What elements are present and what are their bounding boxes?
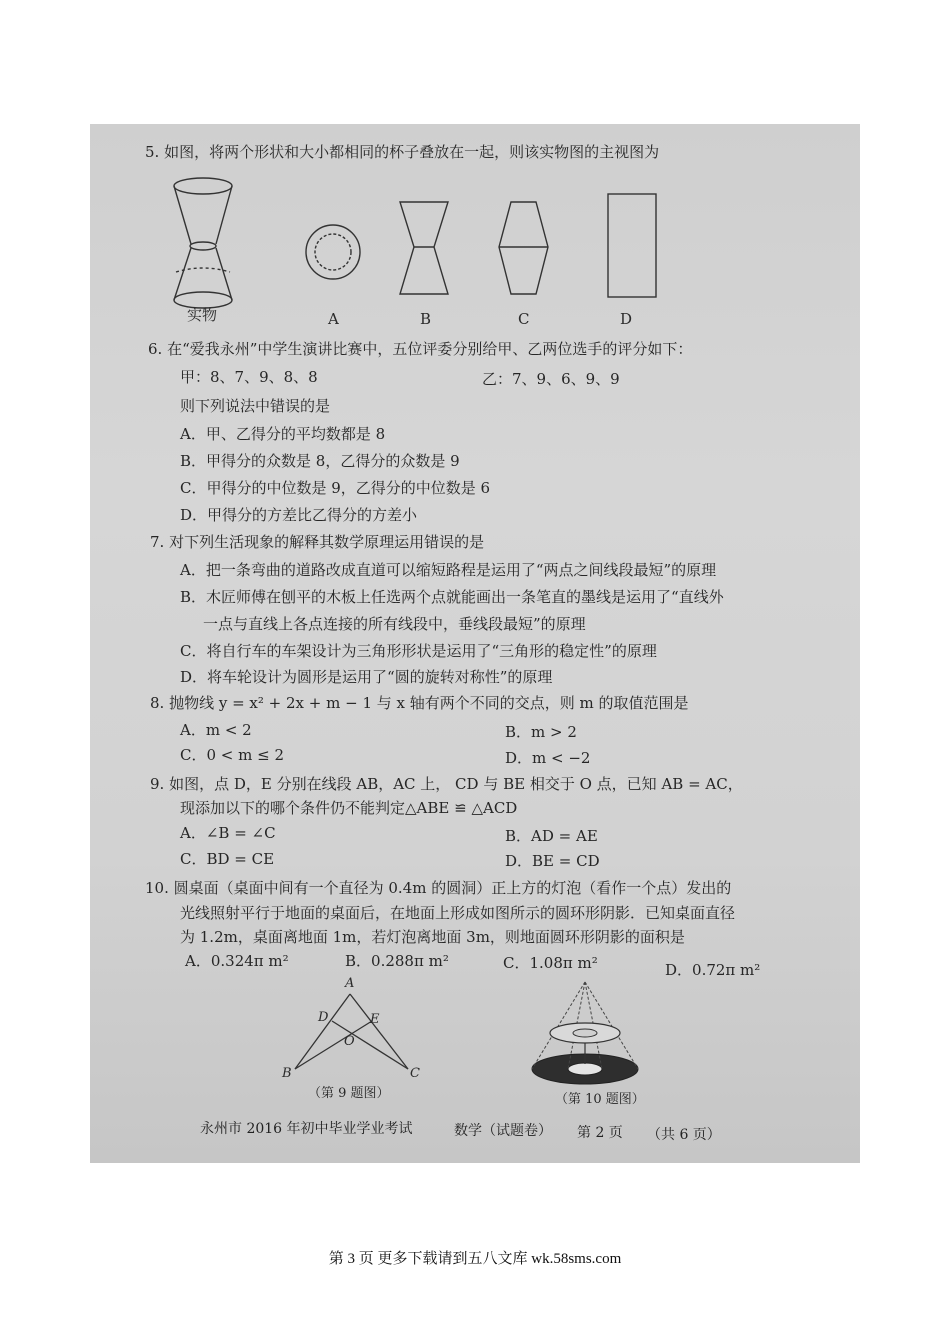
q10-line1: 10. 圆桌面（桌面中间有一个直径为 0.4m 的圆洞）正上方的灯泡（看作一个点）发出的 [145, 879, 732, 897]
q6-stem: 则下列说法中错误的是 [180, 397, 331, 415]
q9-text2: 现添加以下的哪个条件仍不能判定△ABE ≌ △ACD [180, 799, 518, 817]
q10-option-a: A．0.324π m² [185, 952, 289, 970]
exam-footer-title: 永州市 2016 年初中毕业学业考试 [200, 1121, 413, 1137]
q6-option-b: B．甲得分的众数是 8，乙得分的众数是 9 [180, 452, 460, 470]
q5-label-a: A [328, 310, 339, 328]
q6-option-a: A．甲、乙得分的平均数都是 8 [180, 425, 386, 443]
q7-option-c: C．将自行车的车架设计为三角形形状是运用了“三角形的稳定性”的原理 [180, 642, 657, 660]
q10-option-d: D．0.72π m² [665, 961, 761, 979]
q8-option-a: A．m < 2 [180, 721, 252, 739]
q8-text: 8. 抛物线 y = x² + 2x + m − 1 与 x 轴有两个不同的交点，则 m 的取值范围是 [150, 694, 689, 712]
q6-option-d: D．甲得分的方差比乙得分的方差小 [180, 506, 418, 524]
fig9-caption: （第 9 题图） [308, 1086, 390, 1101]
q10-line3: 为 1.2m，桌面离地面 1m，若灯泡离地面 3m，则地面圆环形阴影的面积是 [180, 928, 685, 946]
fig9-point-e: E [370, 1012, 380, 1027]
q6-jia-scores: 甲：8、7、9、8、8 [180, 368, 318, 386]
q10-line2: 光线照射平行于地面的桌面后，在地面上形成如图所示的圆环形阴影．已知桌面直径 [180, 904, 736, 922]
q7-option-d: D．将车轮设计为圆形是运用了“圆的旋转对称性”的原理 [180, 668, 553, 686]
q7-option-a: A．把一条弯曲的道路改成直道可以缩短路程是运用了“两点之间线段最短”的原理 [180, 561, 717, 579]
q9-text: 9. 如图，点 D，E 分别在线段 AB，AC 上， CD 与 BE 相交于 O 点，已知 AB = AC， [150, 775, 743, 793]
fig9-point-a: A [345, 976, 355, 991]
fig9-point-b: B [282, 1066, 292, 1081]
q9-option-b: B．AD = AE [505, 827, 598, 845]
q6-yi-scores: 乙：7、9、6、9、9 [482, 370, 620, 388]
q7-option-b-cont: 一点与直线上各点连接的所有线段中，垂线段最短”的原理 [203, 615, 586, 633]
q5-label-object: 实物 [187, 306, 218, 324]
fig9-point-d: D [318, 1010, 329, 1025]
q5-label-b: B [420, 310, 432, 328]
q10-option-b: B．0.288π m² [345, 952, 449, 970]
q9-option-a: A．∠B = ∠C [180, 824, 276, 842]
q5-text: 5. 如图，将两个形状和大小都相同的杯子叠放在一起，则该实物图的主视图为 [145, 143, 660, 161]
scanned-exam-photo [90, 124, 860, 1163]
figure-10-diagram [90, 124, 860, 1163]
fig10-caption: （第 10 题图） [555, 1092, 645, 1107]
q9-option-d: D．BE = CD [505, 852, 600, 870]
document-page-footer: 第 3 页 更多下载请到五八文库 wk.58sms.com [328, 1251, 622, 1267]
q7-option-b: B．木匠师傅在刨平的木板上任选两个点就能画出一条笔直的墨线是运用了“直线外 [180, 588, 724, 606]
fig9-point-o: O [344, 1034, 355, 1049]
exam-footer-subject: 数学（试题卷） [454, 1123, 552, 1139]
q9-option-c: C．BD = CE [180, 850, 275, 868]
fig9-point-c: C [410, 1066, 420, 1081]
q6-option-c: C．甲得分的中位数是 9，乙得分的中位数是 6 [180, 479, 491, 497]
exam-footer-page: 第 2 页 [577, 1125, 623, 1141]
exam-footer-total: （共 6 页） [647, 1127, 721, 1143]
q5-label-c: C [518, 310, 530, 328]
q8-option-b: B．m > 2 [505, 723, 577, 741]
q5-label-d: D [620, 310, 633, 328]
q8-option-d: D．m < −2 [505, 749, 591, 767]
q6-text: 6. 在“爱我永州”中学生演讲比赛中，五位评委分别给甲、乙两位选手的评分如下： [148, 340, 693, 358]
q8-option-c: C．0 < m ≤ 2 [180, 746, 284, 764]
q7-text: 7. 对下列生活现象的解释其数学原理运用错误的是 [150, 533, 485, 551]
q10-option-c: C．1.08π m² [503, 954, 598, 972]
